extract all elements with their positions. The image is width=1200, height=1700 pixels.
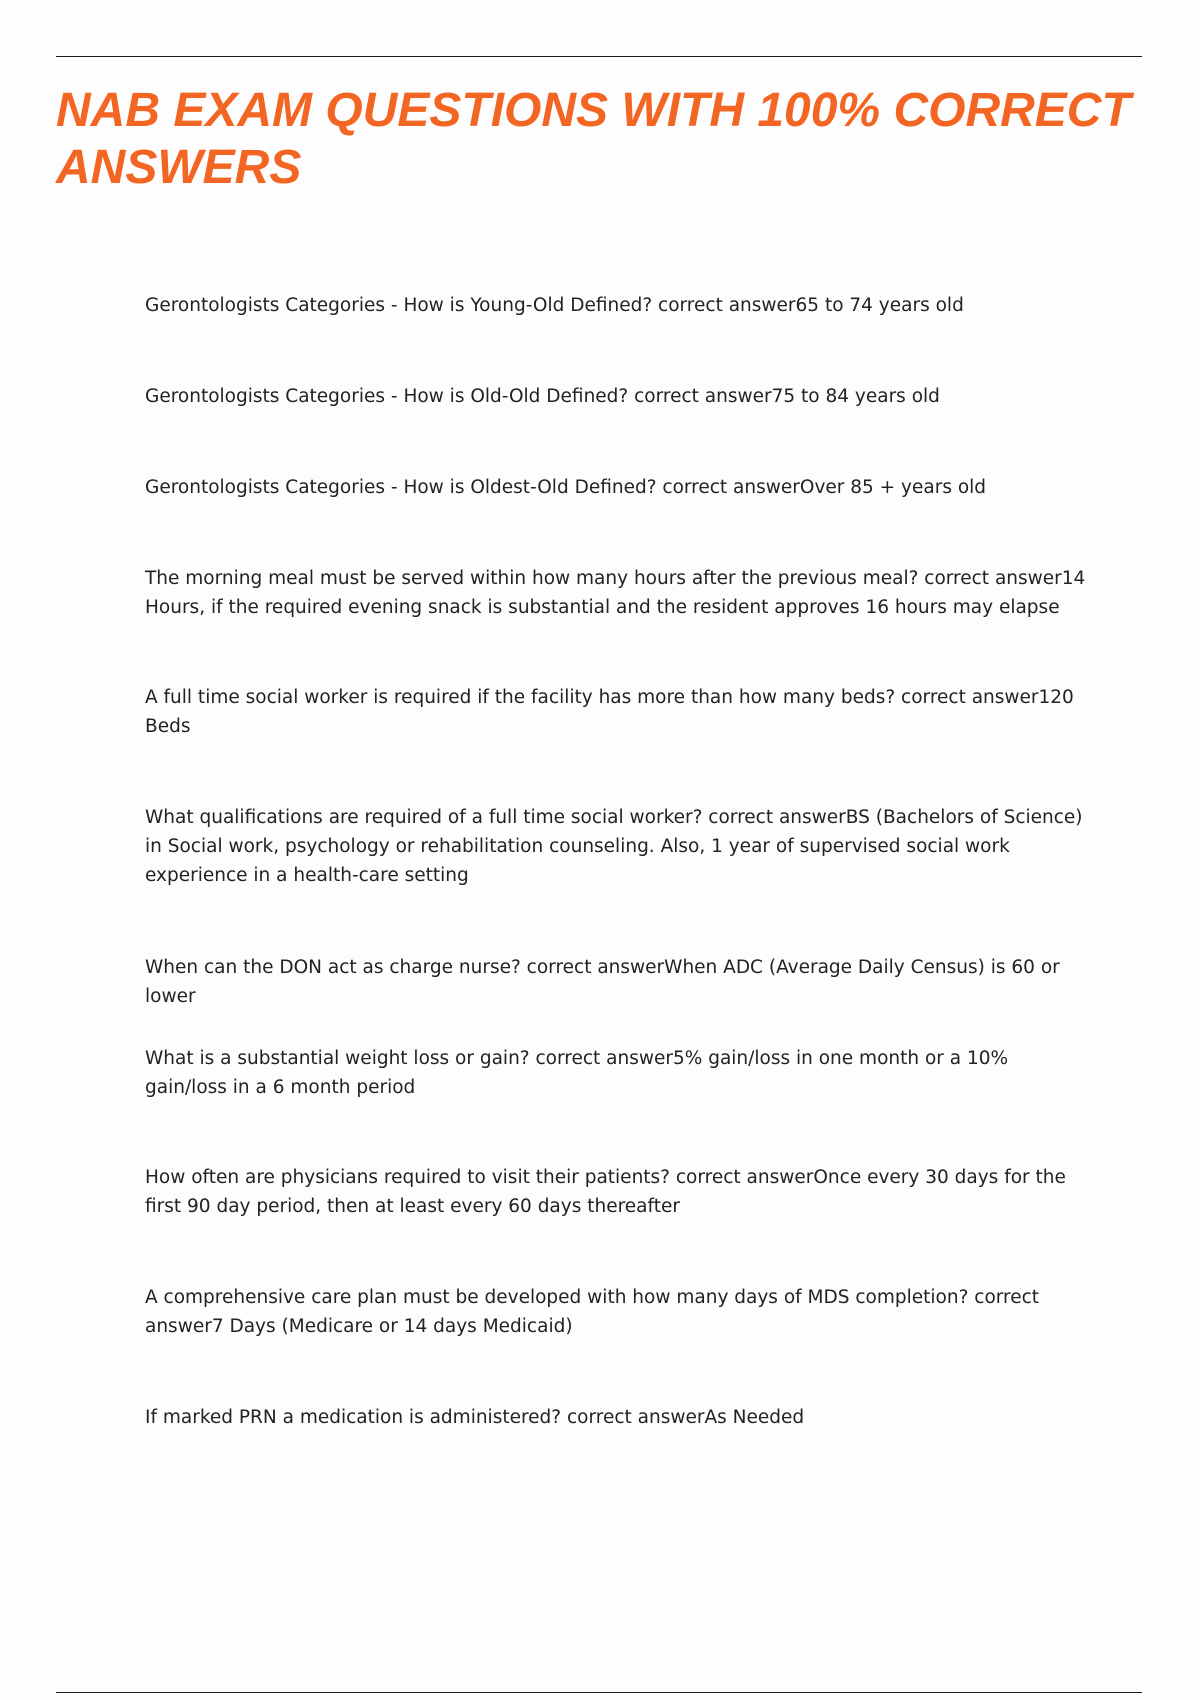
qa-item-oldest-old: Gerontologists Categories - How is Oldest-Old Defined? correct answerOver 85 + years old <box>145 477 987 498</box>
qa-item-social-worker-beds: A full time social worker is required if the facility has more than how many beds? correct answer120 Beds <box>145 687 1074 737</box>
qa-item-morning-meal: The morning meal must be served within how many hours after the previous meal? correct answer14 Hours, if the required evening snack is substantial and the resident approves 16 hours may elapse <box>145 568 1086 618</box>
qa-item-old-old: Gerontologists Categories - How is Old-Old Defined? correct answer75 to 84 years old <box>145 386 940 407</box>
qa-item-care-plan: A comprehensive care plan must be developed with how many days of MDS completion? correct answer7 Days (Medicare or 14 days Medicaid) <box>145 1287 1040 1337</box>
bottom-rule <box>56 1692 1142 1693</box>
qa-item-young-old: Gerontologists Categories - How is Young-Old Defined? correct answer65 to 74 years old <box>145 295 964 316</box>
document-title: NAB EXAM QUESTIONS WITH 100% CORRECT ANSWERS <box>56 84 1131 194</box>
top-rule <box>56 56 1142 57</box>
qa-item-physician-visits: How often are physicians required to visit their patients? correct answerOnce every 30 days for the first 90 day period, then at least every 60 days thereafter <box>145 1167 1066 1217</box>
qa-item-prn-medication: If marked PRN a medication is administered? correct answerAs Needed <box>145 1407 805 1428</box>
qa-item-weight-change: What is a substantial weight loss or gain? correct answer5% gain/loss in one month or a 10% gain/loss in a 6 month period <box>145 1048 1009 1098</box>
qa-item-social-worker-qualifications: What qualifications are required of a full time social worker? correct answerBS (Bachelors of Science) in Social work, psychology or rehabilitation counseling. Also, 1 year of supervised social work experience in a health-care setting <box>145 807 1083 886</box>
qa-item-don-charge-nurse: When can the DON act as charge nurse? correct answerWhen ADC (Average Daily Census) is 60 or lower <box>145 957 1060 1007</box>
